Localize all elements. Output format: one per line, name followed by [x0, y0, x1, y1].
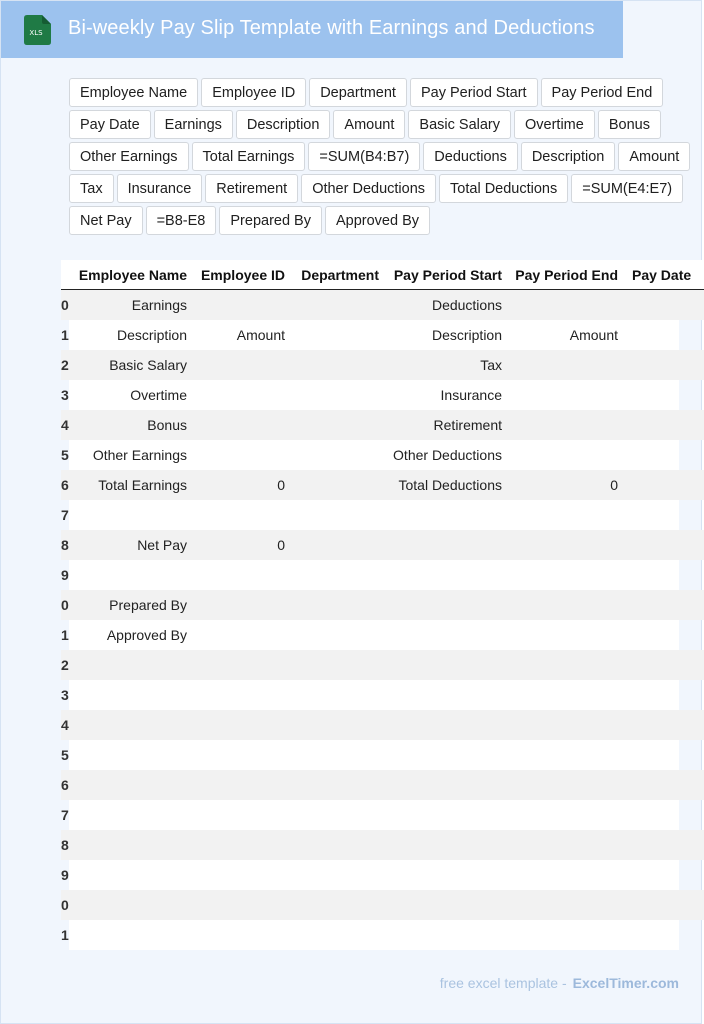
field-chip[interactable]: Insurance — [117, 174, 203, 203]
table-row — [61, 740, 704, 770]
table-cell — [291, 770, 385, 800]
table-cell — [508, 650, 624, 680]
table-cell — [73, 560, 193, 590]
column-header: Pay Period End — [515, 267, 618, 283]
title-bar — [1, 1, 623, 58]
field-chip[interactable]: Pay Period End — [541, 78, 664, 107]
table-cell — [193, 500, 291, 530]
table-cell — [624, 830, 704, 860]
table-cell — [624, 470, 704, 500]
table-row — [61, 410, 704, 440]
table-cell — [291, 530, 385, 560]
column-header: Pay Date — [632, 267, 692, 283]
spreadsheet-preview — [61, 260, 692, 950]
table-row — [61, 500, 704, 530]
row-index: 9 — [61, 567, 69, 583]
table-cell — [508, 740, 624, 770]
table-cell — [291, 350, 385, 380]
table-cell — [73, 890, 193, 920]
field-chip[interactable]: Department — [309, 78, 407, 107]
field-chip[interactable]: Overtime — [514, 110, 595, 139]
table-cell — [624, 740, 704, 770]
table-cell — [291, 410, 385, 440]
table-cell — [193, 770, 291, 800]
field-chip[interactable]: Employee Name — [69, 78, 198, 107]
field-chips — [69, 78, 701, 235]
row-index: 2 — [61, 657, 69, 673]
row-index: 1 — [61, 327, 69, 343]
table-cell — [291, 920, 385, 950]
table-cell — [385, 710, 508, 740]
field-chip[interactable]: Amount — [333, 110, 405, 139]
row-index: 1 — [61, 927, 69, 943]
table-cell — [508, 890, 624, 920]
table-cell — [193, 890, 291, 920]
table-cell — [385, 740, 508, 770]
table-cell: Description — [116, 327, 187, 343]
table-cell — [193, 440, 291, 470]
column-header: Employee ID — [200, 267, 285, 283]
table-cell — [291, 470, 385, 500]
table-cell: Net Pay — [137, 537, 187, 553]
page-title: Bi-weekly Pay Slip Template with Earnings and Deductions — [68, 17, 595, 39]
table-cell — [291, 620, 385, 650]
field-chip[interactable]: =B8-E8 — [146, 206, 217, 235]
row-index: 6 — [61, 777, 69, 793]
table-cell — [624, 680, 704, 710]
table-cell — [193, 350, 291, 380]
table-cell — [291, 710, 385, 740]
footer-text: free excel template - — [439, 975, 567, 991]
table-cell — [624, 920, 704, 950]
table-cell — [624, 650, 704, 680]
table-cell — [385, 890, 508, 920]
table-cell — [193, 380, 291, 410]
table-cell — [193, 920, 291, 950]
row-index: 6 — [61, 477, 69, 493]
table-cell — [385, 500, 508, 530]
table-cell — [291, 380, 385, 410]
table-row — [61, 320, 704, 350]
field-chip[interactable]: Bonus — [598, 110, 661, 139]
field-chip[interactable]: Description — [521, 142, 616, 171]
row-index: 4 — [61, 417, 69, 433]
table-cell — [624, 620, 704, 650]
table-row — [61, 470, 704, 500]
table-cell — [508, 800, 624, 830]
table-cell — [624, 380, 704, 410]
table-cell: Deductions — [431, 297, 502, 313]
table-cell — [508, 500, 624, 530]
table-cell — [385, 770, 508, 800]
table-cell — [73, 740, 193, 770]
table-cell — [291, 440, 385, 470]
table-cell — [624, 800, 704, 830]
table-row — [61, 530, 704, 560]
table-cell — [193, 560, 291, 590]
field-chip[interactable]: Pay Date — [69, 110, 151, 139]
footer-brand-link[interactable]: ExcelTimer.com — [572, 975, 679, 991]
table-cell — [508, 530, 624, 560]
table-cell — [508, 560, 624, 590]
table-cell — [73, 650, 193, 680]
row-index: 9 — [61, 867, 69, 883]
table-cell — [508, 620, 624, 650]
field-chip[interactable]: =SUM(E4:E7) — [571, 174, 683, 203]
table-row — [61, 620, 704, 650]
table-cell — [73, 710, 193, 740]
xls-icon-label: XLS — [29, 29, 43, 37]
column-header: Pay Period Start — [393, 267, 502, 283]
row-index: 0 — [61, 297, 69, 313]
table-cell: Prepared By — [109, 597, 187, 613]
xls-file-icon — [23, 15, 51, 45]
table-cell — [193, 740, 291, 770]
table-cell — [624, 440, 704, 470]
row-index: 0 — [61, 597, 69, 613]
table-row — [61, 860, 704, 890]
column-header: Employee Name — [78, 267, 187, 283]
table-cell: Total Earnings — [98, 477, 187, 493]
row-index: 4 — [61, 717, 69, 733]
table-cell — [385, 620, 508, 650]
field-chip[interactable]: Other Deductions — [301, 174, 436, 203]
table-cell — [624, 860, 704, 890]
field-chip[interactable]: Other Earnings — [69, 142, 189, 171]
table-cell — [508, 680, 624, 710]
table-cell — [73, 830, 193, 860]
table-cell: Amount — [236, 327, 285, 343]
table-cell — [291, 740, 385, 770]
table-cell: Insurance — [440, 387, 502, 403]
table-cell — [73, 500, 193, 530]
table-cell — [508, 830, 624, 860]
table-cell — [385, 800, 508, 830]
table-cell: Total Deductions — [398, 477, 502, 493]
table-cell — [624, 710, 704, 740]
table-cell — [624, 770, 704, 800]
table-cell — [291, 860, 385, 890]
table-cell: Retirement — [433, 417, 502, 433]
row-index: 5 — [61, 447, 69, 463]
table-cell — [508, 860, 624, 890]
table-cell — [624, 590, 704, 620]
field-chip[interactable]: =SUM(B4:B7) — [308, 142, 420, 171]
table-cell — [385, 650, 508, 680]
table-cell: Other Deductions — [393, 447, 502, 463]
table-cell: Tax — [480, 357, 502, 373]
table-cell — [73, 800, 193, 830]
table-row — [61, 290, 704, 320]
table-row — [61, 710, 704, 740]
table-cell — [291, 830, 385, 860]
row-index: 8 — [61, 837, 69, 853]
field-chip[interactable]: Pay Period Start — [410, 78, 538, 107]
table-cell — [73, 860, 193, 890]
table-cell — [624, 320, 704, 350]
table-cell — [193, 680, 291, 710]
table-cell — [624, 410, 704, 440]
spreadsheet-grid — [61, 260, 704, 950]
field-chip[interactable]: Basic Salary — [408, 110, 511, 139]
table-row — [61, 830, 704, 860]
table-cell: Amount — [569, 327, 618, 343]
table-cell: Other Earnings — [92, 447, 187, 463]
table-cell — [508, 440, 624, 470]
table-cell — [385, 590, 508, 620]
table-cell: Overtime — [130, 387, 187, 403]
column-header-row — [61, 260, 704, 290]
table-cell — [508, 770, 624, 800]
column-header: Department — [301, 267, 379, 283]
field-chip[interactable]: Employee ID — [201, 78, 306, 107]
table-cell — [291, 320, 385, 350]
table-cell — [508, 380, 624, 410]
table-cell: 0 — [277, 537, 285, 553]
table-cell — [385, 830, 508, 860]
table-cell — [624, 890, 704, 920]
table-cell — [624, 290, 704, 320]
field-chip[interactable]: Tax — [69, 174, 114, 203]
footer — [440, 975, 679, 991]
field-chip[interactable]: Approved By — [325, 206, 430, 235]
table-cell — [291, 650, 385, 680]
table-row — [61, 440, 704, 470]
field-chip[interactable]: Prepared By — [219, 206, 322, 235]
table-cell — [193, 800, 291, 830]
table-cell — [385, 530, 508, 560]
table-row — [61, 350, 704, 380]
field-chip[interactable]: Description — [236, 110, 331, 139]
column-header — [61, 260, 73, 290]
table-cell: 0 — [610, 477, 618, 493]
table-row — [61, 920, 704, 950]
table-row — [61, 680, 704, 710]
table-cell — [291, 590, 385, 620]
table-cell — [624, 350, 704, 380]
row-index: 7 — [61, 807, 69, 823]
field-chip[interactable]: Total Earnings — [192, 142, 306, 171]
row-index: 3 — [61, 387, 69, 403]
table-row — [61, 380, 704, 410]
field-chip[interactable]: Total Deductions — [439, 174, 568, 203]
row-index: 3 — [61, 687, 69, 703]
table-cell — [624, 560, 704, 590]
table-cell — [385, 860, 508, 890]
table-cell — [73, 680, 193, 710]
table-cell — [385, 680, 508, 710]
table-cell — [385, 560, 508, 590]
field-chip[interactable]: Deductions — [423, 142, 518, 171]
table-row — [61, 770, 704, 800]
table-row — [61, 800, 704, 830]
table-cell — [73, 770, 193, 800]
row-index: 8 — [61, 537, 69, 553]
row-index: 7 — [61, 507, 69, 523]
field-chip[interactable]: Net Pay — [69, 206, 143, 235]
table-row — [61, 890, 704, 920]
table-cell — [291, 500, 385, 530]
table-cell: Basic Salary — [109, 357, 187, 373]
table-cell — [624, 500, 704, 530]
table-cell — [73, 920, 193, 950]
table-cell — [193, 410, 291, 440]
table-cell — [291, 560, 385, 590]
row-index: 1 — [61, 627, 69, 643]
table-cell — [193, 710, 291, 740]
table-cell — [508, 410, 624, 440]
table-cell — [193, 620, 291, 650]
table-cell: Description — [431, 327, 502, 343]
table-cell — [291, 890, 385, 920]
row-index: 5 — [61, 747, 69, 763]
table-cell — [508, 290, 624, 320]
table-cell — [193, 830, 291, 860]
table-cell — [508, 590, 624, 620]
field-chip[interactable]: Earnings — [154, 110, 233, 139]
row-index: 0 — [61, 897, 69, 913]
table-cell — [193, 590, 291, 620]
table-row — [61, 590, 704, 620]
table-row — [61, 650, 704, 680]
table-cell — [193, 290, 291, 320]
table-cell — [385, 920, 508, 950]
table-cell: 0 — [277, 477, 285, 493]
table-cell — [508, 710, 624, 740]
table-cell: Bonus — [147, 417, 187, 433]
table-cell — [291, 800, 385, 830]
table-cell: Earnings — [131, 297, 187, 313]
table-cell — [508, 920, 624, 950]
table-cell — [508, 350, 624, 380]
table-cell — [291, 290, 385, 320]
table-row — [61, 560, 704, 590]
table-cell: Approved By — [106, 627, 187, 643]
row-index: 2 — [61, 357, 69, 373]
table-cell — [291, 680, 385, 710]
field-chip[interactable]: Amount — [618, 142, 690, 171]
field-chip[interactable]: Retirement — [205, 174, 298, 203]
table-cell — [193, 860, 291, 890]
table-cell — [193, 650, 291, 680]
table-cell — [624, 530, 704, 560]
